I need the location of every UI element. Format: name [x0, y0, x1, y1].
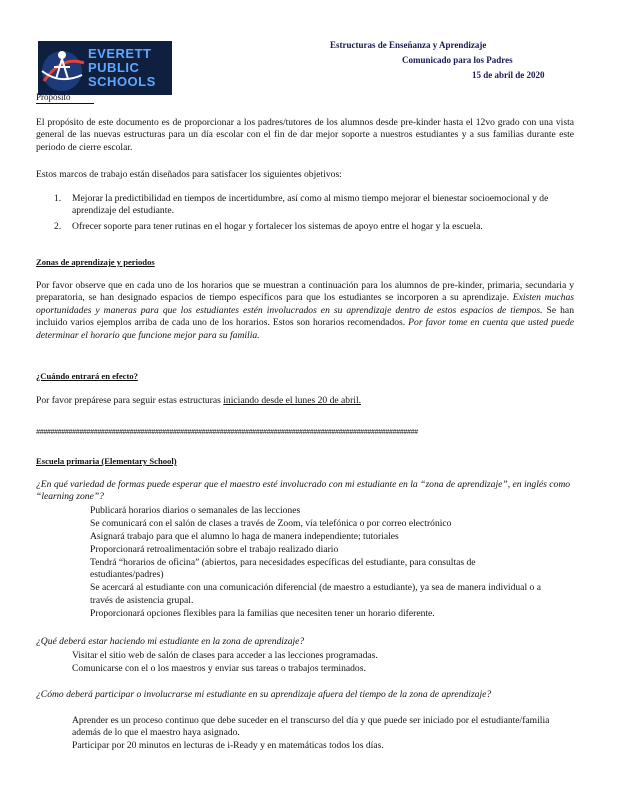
- list-item-text: Proporcionará opciones flexibles para la familias que necesiten tener un horario diferente.: [90, 607, 435, 619]
- document-title: Estructuras de Enseñanza y Aprendizaje: [330, 40, 487, 50]
- zonas-text-a: Por favor observe que en cada uno de los horarios que se muestran a continuación para los alumnos de pre-kinder, primaria, secundaria y preparatoria, se han designado espacios de tiempo específicos para que los estudiantes se incorporen a su aprendizaje.: [36, 280, 574, 304]
- document-date: 15 de abril de 2020: [472, 70, 545, 80]
- logo-line-public: PUBLIC: [88, 60, 140, 75]
- zonas-text-d: Por favor tome en cuenta que usted puede determinar el horario que funcione mejor para su familia.: [36, 317, 574, 341]
- list-item: [54, 740, 579, 752]
- list-item-text: Aprender es un proceso continuo que debe suceder en el transcurso del día y que puede ser iniciado por el estudiante/familia además de lo que el maestro haya asignado.: [72, 715, 550, 739]
- list-item-text: Visitar el sitio web de salón de clases para acceder a las lecciones programadas.: [72, 650, 378, 661]
- question-student-activity: ¿Qué deberá estar haciendo mi estudiante en la zona de aprendizaje?: [36, 636, 305, 647]
- escuela-primaria-heading: Escuela primaria (Elementary School): [36, 456, 177, 466]
- student-activity-list: [54, 650, 554, 676]
- document-subtitle: Comunicado para los Padres: [402, 55, 513, 65]
- list-item: [72, 608, 550, 620]
- objective-number: 1.: [54, 193, 62, 204]
- zonas-paragraph: [36, 280, 574, 342]
- list-item: [72, 518, 550, 530]
- objective-number: 2.: [54, 220, 62, 232]
- cuando-start-date: iniciando desde el lunes 20 de abril.: [223, 395, 362, 406]
- list-item-text: Tendrá “horarios de oficina” (abiertos, para necesidades específicas del estudiante, para consultas de estudiantes/padres): [90, 557, 476, 581]
- cuando-text: Por favor prepárese para seguir estas estructuras: [36, 395, 224, 406]
- list-item: [72, 557, 550, 582]
- objectives-intro: Estos marcos de trabajo están diseñados para satisfacer los siguientes objetivos:: [36, 169, 342, 180]
- cuando-paragraph: [36, 395, 574, 407]
- objective-text: Mejorar la predictibilidad en tiempos de incertidumbre, así como al mismo tiempo mejorar el bienestar socioemocional y de aprendizaje del estudiante.: [72, 193, 549, 217]
- list-item: [72, 505, 550, 517]
- section-separator: ##########################################################################################################: [36, 429, 418, 437]
- objective-item: [54, 193, 559, 218]
- everett-public-schools-logo: [38, 41, 172, 95]
- list-item: [72, 531, 550, 543]
- zonas-heading: Zonas de aprendizaje y periodos: [36, 257, 155, 267]
- list-item-text: Se acercará al estudiante con una comunicación diferencial (de maestro a estudiante), ya sea de manera individual o a través de asistencia grupal.: [90, 582, 541, 606]
- logo-line-everett: EVERETT: [88, 46, 152, 61]
- question-outside-learning: ¿Cómo deberá participar o involucrarse mi estudiante en su aprendizaje afuera del tiempo de la zona de aprendizaje?: [36, 689, 492, 700]
- list-item: [72, 544, 550, 556]
- list-item-text: Proporcionará retroalimentación sobre el trabajo realizado diario: [90, 544, 339, 555]
- list-item-text: Comunicarse con el o los maestros y enviar sus tareas o trabajos terminados.: [72, 663, 366, 674]
- list-item: [54, 715, 579, 740]
- outside-learning-list: [54, 715, 579, 753]
- cuando-heading: ¿Cuándo entrará en efecto?: [36, 371, 138, 381]
- logo-wordmark: [88, 47, 172, 89]
- zonas-text-b: Existen muchas oportunidades y maneras para que los estudiantes estén involucrados en su aprendizaje dentro de estos espacios de tiempos.: [36, 292, 574, 316]
- proposito-heading: Propósito: [36, 93, 94, 104]
- zonas-text-c: Se han incluido varios ejemplos arriba de cada uno de los horarios. Estos son horarios recomendados.: [36, 304, 574, 329]
- list-item-text: Publicará horarios diarios o semanales de las lecciones: [90, 505, 301, 516]
- list-item-text: Se comunicará con el salón de clases a través de Zoom, vía telefónica o por correo electrónico: [90, 518, 452, 529]
- list-item: [54, 663, 554, 675]
- intro-paragraph: El propósito de este documento es de proporcionar a los padres/tutores de los alumnos desde pre-kinder hasta el 12vo grado con una vista general de las nuevas estructuras para un día escolar con el fin de dar mejor soporte a nuestros estudiantes y a sus familias durante este periodo de cierre escolar.: [36, 117, 574, 153]
- list-item: [72, 582, 550, 607]
- objective-text: Ofrecer soporte para tener rutinas en el hogar y fortalecer los sistemas de apoyo entre el hogar y la escuela.: [72, 220, 483, 232]
- list-item-text: Participar por 20 minutos en lecturas de i-Ready y en matemáticas todos los días.: [72, 740, 384, 752]
- objective-item: [54, 221, 559, 233]
- objectives-list: [54, 193, 559, 236]
- question-teacher-involvement: ¿En qué variedad de formas puede esperar que el maestro esté involucrado con mi estudiante en la “zona de aprendizaje”, en inglés como “learning zone”?: [36, 479, 571, 503]
- teacher-involvement-list: [72, 505, 550, 621]
- list-item: [54, 650, 554, 662]
- logo-line-schools: SCHOOLS: [88, 74, 156, 89]
- list-item-text: Asignará trabajo para que el alumno lo haga de manera independiente; tutoriales: [90, 531, 399, 542]
